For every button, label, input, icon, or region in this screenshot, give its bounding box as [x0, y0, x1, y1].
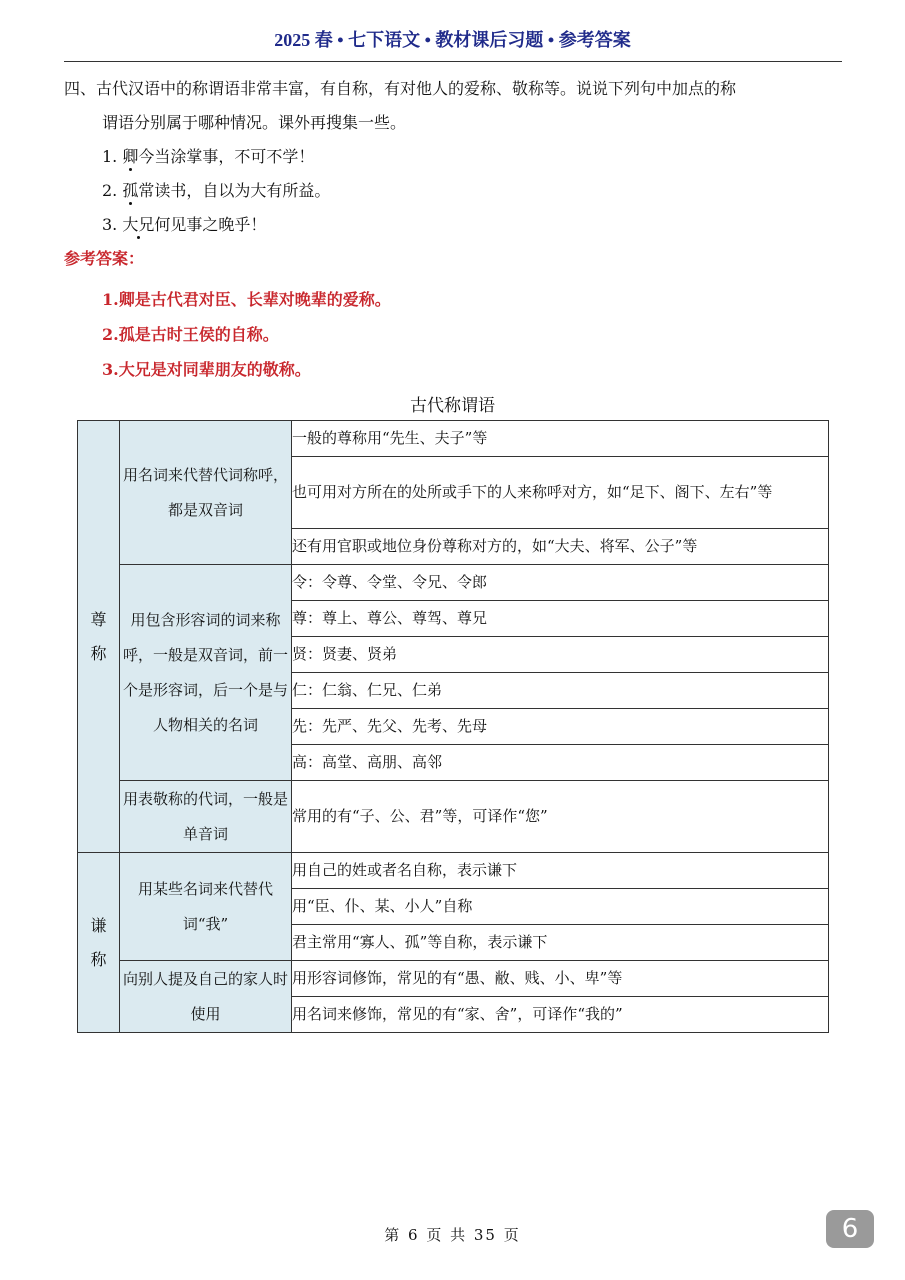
subcategory-cell: 用某些名词来代替代词“我” — [120, 853, 292, 961]
category-label: 尊称 — [90, 609, 107, 663]
subcategory-cell: 用包含形容词的词来称呼，一般是双音词，前一个是形容词，后一个是与人物相关的名词 — [120, 565, 292, 781]
question-prompt-line-2: 谓语分别属于哪种情况。课外再搜集一些。 — [102, 113, 407, 132]
dotted-term: 卿 — [122, 147, 139, 166]
example-cell: 也可用对方所在的处所或手下的人来称呼对方，如“足下、阁下、左右”等 — [292, 457, 829, 529]
question-item-number: 3. — [102, 215, 123, 234]
question-item-text: 常读书，自以为大有所益。 — [138, 181, 331, 200]
question-item — [64, 208, 844, 242]
answer-item: 3.大兄是对同辈朋友的敬称。 — [102, 360, 311, 379]
question-item-text: 今当涂掌事，不可不学！ — [138, 147, 315, 166]
answer-heading: 参考答案： — [64, 249, 145, 268]
question-item-number: 1. — [102, 147, 123, 166]
example-cell: 贤：贤妻、贤弟 — [292, 637, 829, 673]
header-divider — [64, 61, 842, 62]
example-cell: 常用的有“子、公、君”等，可译作“您” — [292, 781, 829, 853]
example-cell: 仁：仁翁、仁兄、仁弟 — [292, 673, 829, 709]
example-cell: 用“臣、仆、某、小人”自称 — [292, 889, 829, 925]
appellation-table — [77, 420, 829, 1033]
question-prompt-line-1: 四、古代汉语中的称谓语非常丰富，有自称，有对他人的爱称、敬称等。说说下列句中加点的称 — [64, 79, 737, 98]
example-cell: 用形容词修饰，常见的有“愚、敝、贱、小、卑”等 — [292, 961, 829, 997]
page-number: 第 6 页 共 35 页 — [384, 1226, 521, 1244]
example-cell: 用自己的姓或者名自称，表示谦下 — [292, 853, 829, 889]
answer-list — [102, 282, 391, 387]
document-header-title: 2025 春 • 七下语文 • 教材课后习题 • 参考答案 — [274, 30, 631, 50]
example-cell: 用名词来修饰，常见的有“家、舍”，可译作“我的” — [292, 997, 829, 1033]
question-block — [64, 72, 844, 242]
subcategory-cell: 用表敬称的代词，一般是单音词 — [120, 781, 292, 853]
example-cell: 一般的尊称用“先生、夫子”等 — [292, 421, 829, 457]
dotted-term: 大兄 — [122, 215, 155, 234]
category-label: 谦称 — [90, 915, 107, 969]
table-title: 古代称谓语 — [410, 396, 495, 416]
example-cell: 令：令尊、令堂、令兄、令郎 — [292, 565, 829, 601]
example-cell: 先：先严、先父、先考、先母 — [292, 709, 829, 745]
subcategory-cell: 向别人提及自己的家人时使用 — [120, 961, 292, 1033]
category-cell-humble — [78, 853, 120, 1033]
category-cell-respect — [78, 421, 120, 853]
example-cell: 君主常用“寡人、孤”等自称，表示谦下 — [292, 925, 829, 961]
question-item-text: 何见事之晚乎！ — [154, 215, 267, 234]
subcategory-cell: 用名词来代替代词称呼，都是双音词 — [120, 421, 292, 565]
question-item — [64, 174, 844, 208]
page-badge: 6 — [826, 1210, 874, 1248]
example-cell: 高：高堂、高朋、高邻 — [292, 745, 829, 781]
example-cell: 尊：尊上、尊公、尊驾、尊兄 — [292, 601, 829, 637]
answer-item: 2.孤是古时王侯的自称。 — [102, 325, 279, 344]
dotted-term: 孤 — [122, 181, 139, 200]
example-cell: 还有用官职或地位身份尊称对方的，如“大夫、将军、公子”等 — [292, 529, 829, 565]
question-item — [64, 140, 844, 174]
question-item-number: 2. — [102, 181, 123, 200]
answer-item: 1.卿是古代君对臣、长辈对晚辈的爱称。 — [102, 290, 391, 309]
